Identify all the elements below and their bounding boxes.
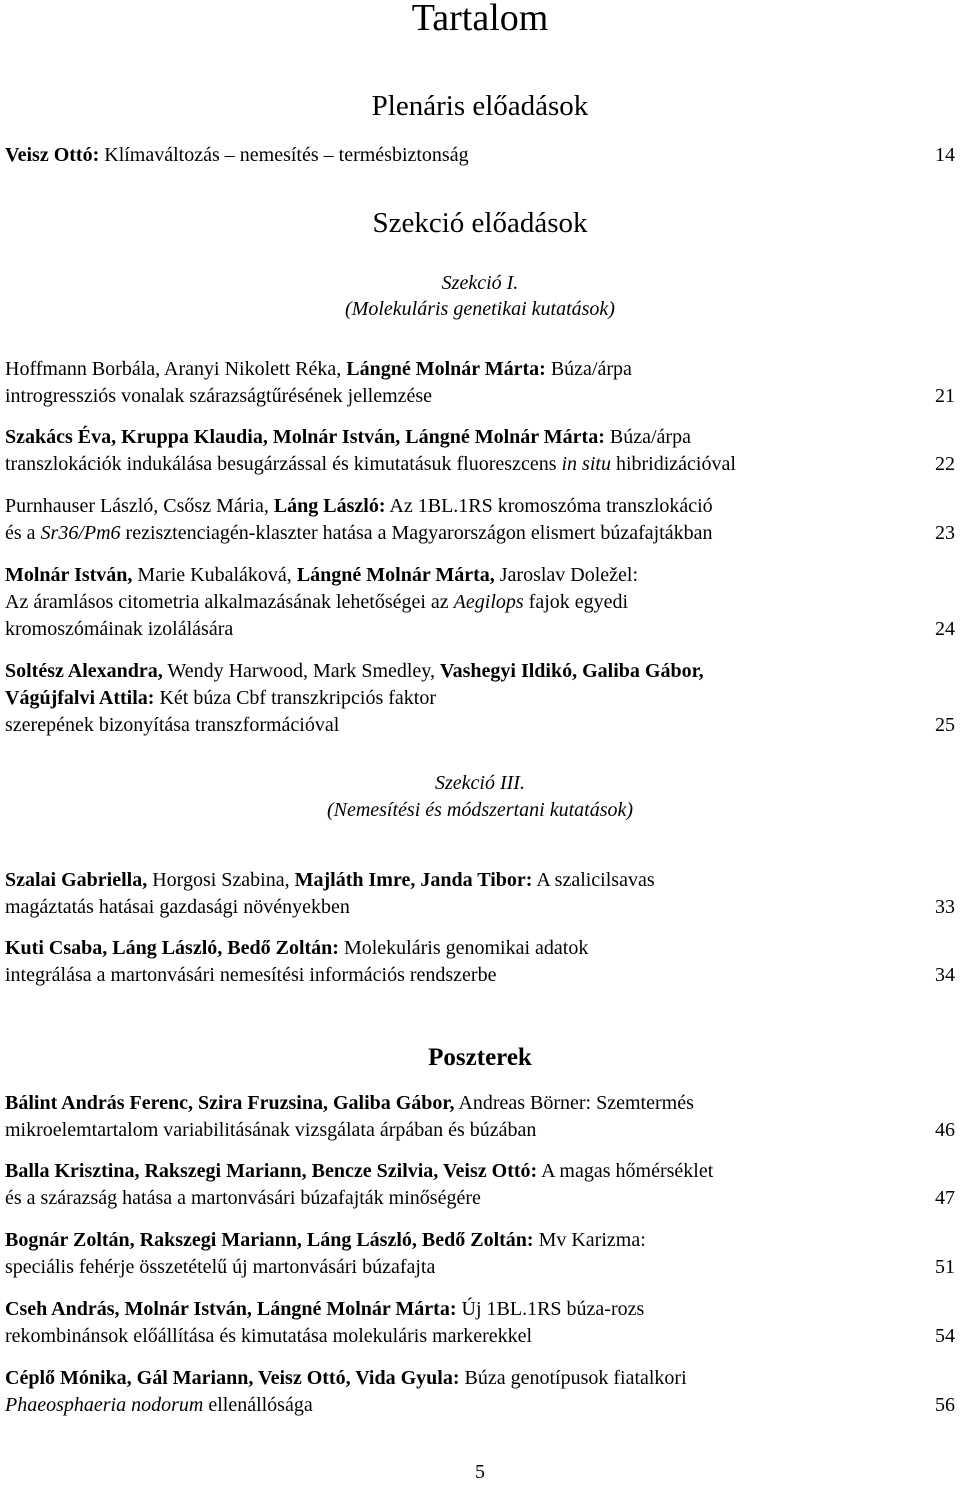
toc-entry[interactable]: Céplő Mónika, Gál Mariann, Veisz Ottó, Vida Gyula: Búza genotípusok fiatalkori [5,1367,687,1389]
toc-entry-line2: integrálása a martonvásári nemesítési információs rendszerbe [5,964,497,986]
page-number: 14 [935,144,955,166]
posters-heading: Poszterek [428,1044,532,1071]
page-number: 47 [935,1187,955,1209]
page-number: 25 [935,714,955,736]
toc-entry-line2: Vágújfalvi Attila: Két búza Cbf transzkripciós faktor [5,687,437,709]
toc-entry[interactable]: Kuti Csaba, Láng László, Bedő Zoltán: Molekuláris genomikai adatok [5,937,589,959]
toc-entry-line2: magáztatás hatásai gazdasági növényekben [5,896,350,918]
toc-entry-line2: Az áramlásos citometria alkalmazásának lehetőségei az Aegilops fajok egyedi [5,591,629,613]
section-1-subtitle: (Molekuláris genetikai kutatások) [345,298,615,320]
page-number: 24 [935,618,955,640]
toc-entry[interactable]: Bognár Zoltán, Rakszegi Mariann, Láng László, Bedő Zoltán: Mv Karizma: [5,1229,646,1251]
page-number: 54 [935,1325,955,1347]
page-number: 33 [935,896,955,918]
page-number: 51 [935,1256,955,1278]
page-number: 46 [935,1119,955,1141]
toc-entry[interactable]: Szakács Éva, Kruppa Klaudia, Molnár István, Lángné Molnár Márta: Búza/árpa [5,426,691,448]
toc-entry-line2: mikroelemtartalom variabilitásának vizsgálata árpában és búzában [5,1119,537,1141]
page-number: 56 [935,1394,955,1416]
toc-entry[interactable]: Hoffmann Borbála, Aranyi Nikolett Réka, Lángné Molnár Márta: Búza/árpa [5,358,632,380]
toc-entry[interactable]: Balla Krisztina, Rakszegi Mariann, Bencze Szilvia, Veisz Ottó: A magas hőmérséklet [5,1160,714,1182]
section-1-label: Szekció I. [441,272,519,294]
toc-entry-line2: speciális fehérje összetételű új martonvásári búzafajta [5,1256,436,1278]
toc-entry-line3: szerepének bizonyítása transzformációval [5,714,340,736]
toc-entry[interactable]: Molnár István, Marie Kubaláková, Lángné Molnár Márta, Jaroslav Doležel: [5,564,639,586]
section-3-subtitle: (Nemesítési és módszertani kutatások) [326,799,634,821]
toc-entry[interactable]: Bálint András Ferenc, Szira Fruzsina, Galiba Gábor, Andreas Börner: Szemtermés [5,1092,694,1114]
toc-entry-line2: transzlokációk indukálása besugárzással és kimutatásuk fluoreszcens in situ hibridizációval [5,453,736,475]
page-number: 21 [935,385,955,407]
page-title: Tartalom [411,0,549,39]
toc-entry-line2: és a szárazság hatása a martonvásári búzafajták minőségére [5,1187,481,1209]
page-number: 34 [935,964,955,986]
toc-entry-line3: kromoszómáinak izolálására [5,618,234,640]
toc-entry-line2: introgressziós vonalak szárazságtűrésének jellemzése [5,385,433,407]
page-number: 22 [935,453,955,475]
toc-entry[interactable]: Purnhauser László, Csősz Mária, Láng László: Az 1BL.1RS kromoszóma transzlokáció [5,495,713,517]
toc-entry[interactable]: Cseh András, Molnár István, Lángné Molnár Márta: Új 1BL.1RS búza-rozs [5,1298,645,1320]
toc-entry-line2: rekombinánsok előállítása és kimutatása molekuláris markerekkel [5,1325,533,1347]
section-3-label: Szekció III. [435,772,525,794]
toc-entry[interactable]: Soltész Alexandra, Wendy Harwood, Mark Smedley, Vashegyi Ildikó, Galiba Gábor, [5,660,704,682]
footer-page-number: 5 [475,1461,485,1483]
toc-entry-plenary[interactable]: Veisz Ottó: Klímaváltozás – nemesítés – termésbiztonság [5,144,469,166]
page-number: 23 [935,522,955,544]
toc-entry-line2: és a Sr36/Pm6 rezisztenciagén-klaszter hatása a Magyarországon elismert búzafajtákban [5,522,713,544]
sections-heading: Szekció előadások [372,207,588,239]
toc-entry[interactable]: Szalai Gabriella, Horgosi Szabina, Majláth Imre, Janda Tibor: A szalicilsavas [5,869,655,891]
plenary-heading: Plenáris előadások [371,90,589,122]
toc-entry-line2: Phaeosphaeria nodorum ellenállósága [5,1394,313,1416]
